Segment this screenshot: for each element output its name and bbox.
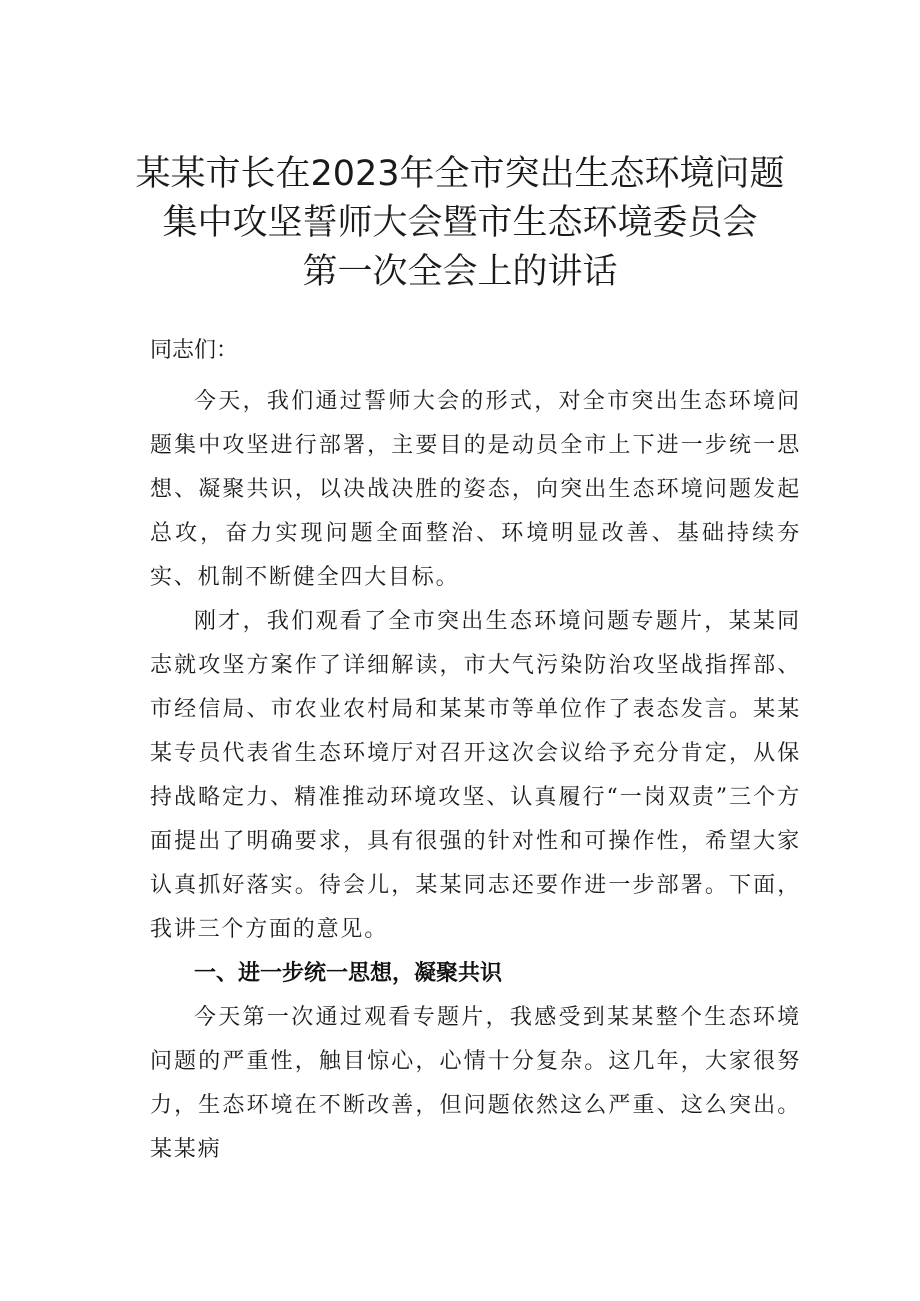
- section-1-paragraph: 今天第一次通过观看专题片，我感受到某某整个生态环境问题的严重性，触目惊心，心情十分复杂。这几年，大家很努力，生态环境在不断改善，但问题依然这么严重、这么突出。某某病: [150, 1005, 801, 1162]
- paragraph-1: 今天，我们通过誓师大会的形式，对全市突出生态环境问题集中攻坚进行部署，主要目的是动员全市上下进一步统一思想、凝聚共识，以决战决胜的姿态，向突出生态环境问题发起总攻，奋力实现问题全面整治、环境明显改善、基础持续夯实、机制不断健全四大目标。: [150, 389, 801, 590]
- section-heading-1: 一、进一步统一思想，凝聚共识: [194, 961, 503, 986]
- title-line-3: 第一次全会上的讲话: [302, 252, 618, 292]
- document-title: [0, 150, 920, 297]
- title-line-1: 某某市长在2023年全市突出生态环境问题: [135, 154, 785, 194]
- title-line-2: 集中攻坚誓师大会暨市生态环境委员会: [162, 203, 758, 243]
- document-body: [150, 336, 801, 1172]
- paragraph-2: 刚才，我们观看了全市突出生态环境问题专题片，某某同志就攻坚方案作了详细解读，市大气污染防治攻坚战指挥部、市经信局、市农业农村局和某某市等单位作了表态发言。某某某专员代表省生态环境厅对召开这次会议给予充分肯定，从保持战略定力、精准推动环境攻坚、认真履行“一岗双责”三个方面提出了明确要求，具有很强的针对性和可操作性，希望大家认真抓好落实。待会儿，某某同志还要作进一步部署。下面，我讲三个方面的意见。: [150, 609, 801, 942]
- salutation: 同志们：: [150, 338, 239, 363]
